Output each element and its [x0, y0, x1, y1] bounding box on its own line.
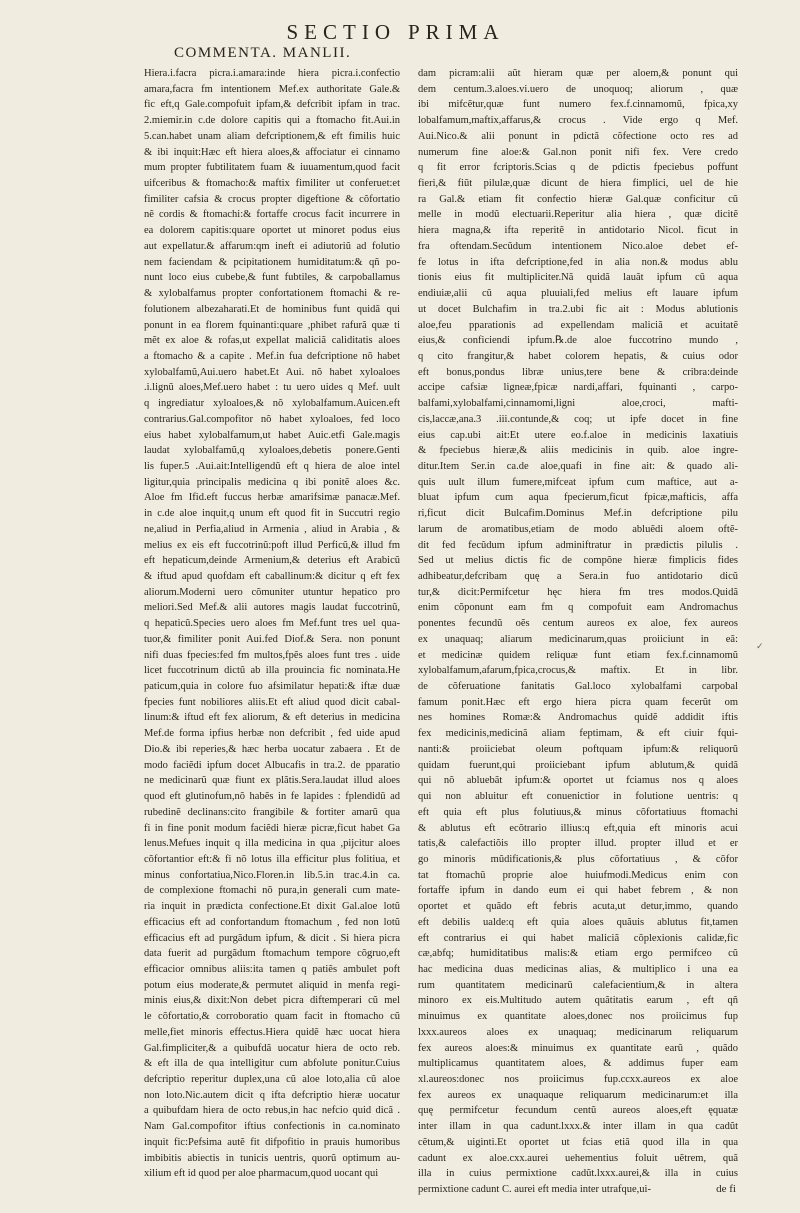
text-line: efficacior omnibus aliis:ita tamen q patiẽs ambulet poft: [144, 963, 400, 975]
text-line: de cõferuatione fanitatis Gal.loco xylobalfami carpobal: [418, 681, 738, 693]
text-line: qui nõ abluebãt ipfum:& oportet ut fciamus nos q aloes: [418, 775, 738, 787]
text-line: a quibufdam hiera de octo rebus,in hac nefcio quid dicã .: [144, 1105, 400, 1117]
text-line: eft bonus,pondus libræ unius,tere bene & cribra:deinde: [418, 366, 738, 378]
text-line: Mef.de forma ipfius herbæ non defcribit , fed uide apud: [144, 728, 400, 740]
text-line: ligitur,quia principalis medicina q ibi ponitẽ aloes &c.: [144, 476, 400, 488]
text-line: de complexione ftomachi nõ pura,in generali cum mate-: [144, 885, 400, 897]
text-line: melle,fiet minoris effectus.Hiera quidẽ hæc uocat hiera: [144, 1026, 400, 1038]
text-line: ex unaquaq; aliarum medicinarum,quas proiiciunt in eã:: [418, 633, 738, 645]
text-line: nanti:& proiiciebat oleum poftquam ipfum:& reliquorũ: [418, 743, 738, 755]
text-line: fic eft,q Gale.compofuit ipfam,& defcribit ipfam in trac.: [144, 99, 400, 111]
text-line: fi in fine ponit modum faciẽdi hieræ picræ,ficut habet Ga: [144, 822, 400, 834]
text-line: & iftud apud quofdam eft caballinum:& dicitur q eft fex: [144, 571, 400, 582]
text-line: uifceribus & ftomacho:& maftix fimiliter ut conferuet:et: [144, 178, 400, 190]
text-line: laudat xylobalfamũ,q xyloaloes,debetis ponere.Genti: [144, 445, 400, 457]
text-line: dam picram:alii aũt hieram quæ per aloem,& ponunt qui: [418, 68, 738, 79]
text-line: cẽtum,& uiginti.Et oportet ut fcias etiã quod illa in qua: [418, 1136, 738, 1148]
text-line: non loto.Nic.autem dicit q ifta defcriptio hieræ uocatur: [144, 1089, 400, 1101]
running-head: [0, 20, 800, 44]
text-line: famum ponit.Hæc eft ergo hiera picra quam fecerũt om: [418, 696, 738, 708]
text-line: enim cõponunt eam fm q compofuit eam Andromachus: [418, 602, 738, 614]
text-line: le cõfortatio,& corroboratio quam facit in ftomacho cũ: [144, 1011, 400, 1023]
text-line: ponunt in ea florem fquinanti:quare ,phibet rafurã quæ ti: [144, 319, 400, 331]
text-line: nem faciendam & pcipitationem humiditatum:& qñ po-: [144, 256, 400, 268]
text-line: fex medicinis,medicinã aliam feptimam, & eft ciuir fqui-: [418, 728, 738, 740]
text-line: lxxx.aureos aloes ex unaquaq; medicinarum reliquarum: [418, 1026, 738, 1038]
text-line: quidam fuerunt,qui proiiciebant ipfum ablutum,& quidã: [418, 759, 738, 771]
text-line: rubedinẽ declinans:cito frangibile & fortiter amarũ qua: [144, 806, 400, 818]
text-line: larum de aromatibus,etiam de modo abluẽdi aloem oftẽ-: [418, 523, 738, 535]
text-line: ibi mifcẽtur,quæ funt numero fex.f.cinnamomũ, fpica,xy: [418, 99, 738, 111]
text-line: quod eft glutinofum,nõ habẽs in fe lapides : fplendidũ ad: [144, 791, 400, 803]
text-line: accipe cafsiæ ligneæ,fpicæ nardi,affari, fquinanti , carpo-: [418, 382, 738, 394]
text-line: fpecies funt nobiliores aliis.Et eft aliud quod dicit cabal-: [144, 696, 400, 708]
text-line: licet fuccotrinum dictũ ab illa prouincia fic nominata.He: [144, 665, 400, 677]
text-line: nifi duas fpecies:fed fm multos,fpẽs aloes funt tres . uide: [144, 649, 400, 661]
text-line: imbibitis abiectis in tunicis uentris, quorũ optimum au-: [144, 1152, 400, 1164]
text-line: & fpeciebus hieræ,& aliis medicinis in quib. aloe ingre-: [418, 445, 738, 457]
text-line: xl.aureos:donec nos proiicimus fup.ccxx.aureos ex aloe: [418, 1074, 738, 1085]
text-line: tatis,& calefactiõis illo propter illud. propter illud et er: [418, 838, 738, 850]
catchword: de fi: [716, 1183, 736, 1195]
text-line: go minoris mũdificationis,& plus cõfortatiuus , & cõfor: [418, 853, 738, 865]
text-line: hiera magna,& ifta reperitẽ in antidotario Nicol. ficut in: [418, 225, 738, 237]
text-line: q fit error fcriptoris.Scias q de pdictis fpeciebus poffunt: [418, 162, 738, 174]
text-line: hac medicina duas medicinas alias, & multiplico i una ea: [418, 963, 738, 975]
text-line: quis uult illum fumere,mifceat ipfum cum maftice, aut a-: [418, 476, 738, 488]
text-line: permixtione cadunt C. aurei eft media inter utrafque,ui-: [418, 1184, 651, 1196]
text-line: ria inquit in prædicta confectione.Et dixit Gal.aloe lotũ: [144, 901, 400, 913]
text-line: eft quia eft plus folutiuus,& minus cõfortatiuus ftomachi: [418, 806, 738, 818]
text-line: defcriptio reperitur duplex,una cũ aloe loto,alia cũ aloe: [144, 1074, 400, 1085]
commentary-title: COMMENTA. MANLII.: [174, 45, 352, 61]
text-line: potum eius moderate,& permutet aliquid in menfa regi-: [144, 979, 400, 991]
text-line: meliori.Sed Mef.& alii autores magis laudat fuccotrinũ,: [144, 602, 400, 614]
text-line: & ablutus eft ecõtrario illius:q eft,quia eft minoris acui: [418, 822, 738, 834]
text-line: data fuerit ad purgãdum ftomachum tempore cõgruo,eft: [144, 948, 400, 960]
text-line: ditur.Item Ser.in ca.de aloe,quafi in fine ait: & quado ali-: [418, 460, 738, 472]
text-line: et medicinæ quidem reliquæ funt etiam fex.f.cinnamomũ: [418, 649, 738, 661]
text-line: adhibeatur,defcribam quę a Sera.in fuo antidotario dicũ: [418, 571, 738, 582]
text-line: 2.miemir.in c.de dolore capitis qui a ftomacho fit.Aui.in: [144, 115, 400, 127]
text-line: .i.lignũ aloes,Mef.uero habet : tu uero uides q Mef. uult: [144, 382, 400, 394]
text-line: tionis eius fit multipliciter.Nã quidã lauãt ipfum cũ aqua: [418, 272, 738, 284]
text-line: ra Gal.& etiam fit confectio hieræ Gal.quæ conficitur cũ: [418, 193, 738, 205]
left-column: [144, 66, 400, 1182]
text-line: fra oftendam.Secũdum intentionem Nico.aloe debet ef-: [418, 240, 738, 252]
text-line: efficacius eft ad purgãdum ipfum, & dicit . Si hiera picra: [144, 932, 400, 944]
text-line: q hepaticũ.Species uero aloes fm Mef.funt tres uel qua-: [144, 618, 400, 630]
text-line: & ibi inquit:Hæc eft hiera aloes,& affociatur ei cinnamo: [144, 146, 400, 158]
text-line: cis,laccæ,ana.3 .iii.contunde,& coq; ut ipfe docet in fine: [418, 413, 738, 425]
text-line: cæ,abfq; humiditatibus malis:& etiam ergo permifceo cũ: [418, 948, 738, 960]
text-line: eius habet xylobalfamum,ut habet Auic.etfi Gale.magis: [144, 429, 400, 441]
text-line: q cito frangitur,& habet colorem hepatis, & cuius odor: [418, 350, 738, 362]
text-line: multiplicamus quantitatem aloes, & addimus fuper eam: [418, 1058, 738, 1070]
text-line: tur,& dicit:Permifcetur hęc hiera fm tres modos.Quidã: [418, 586, 738, 598]
text-line: numerum fine aloe:& Gal.non ponit nifi fex. Vere credo: [418, 146, 738, 158]
text-line: ut docet Bulchafim in tra.2.ubi fic ait : Modus ablutionis: [418, 303, 738, 315]
text-line: fex aureos ex unaquaque reliquarum medicinarum:et illa: [418, 1089, 738, 1101]
text-line: dem centum.3.aloes.vi.uero de unoquoq; aliorum , quæ: [418, 83, 738, 95]
text-line: Sed ut melius dictis fic de compõne hieræ fimplicis fides: [418, 555, 738, 567]
text-line: eft contrarius ei qui habet maliciã cõplexionis calidæ,fic: [418, 932, 738, 944]
text-line: tuor,& fimiliter ponit Aui.fed Diof.& Sera. non ponunt: [144, 633, 400, 645]
text-line: eius,& conficiendi ipfum.℞.de aloe fuccotrino mundo ,: [418, 335, 738, 347]
margin-mark: ✓: [756, 642, 764, 652]
text-line: Hiera.i.facra picra.i.amara:inde hiera picra.i.confectio: [144, 68, 400, 79]
text-line: Aui.Nico.& alii ponunt in pdictã cõfectione octo res ad: [418, 130, 738, 142]
text-line: efficacius eft ad confortandum ftomachum , fed non lotũ: [144, 916, 400, 928]
text-line: amara,facra fm intentionem Mef.ex authoritate Gale.&: [144, 83, 400, 95]
text-line: fieri,& fiũt pilulæ,quæ dicunt de hiera fimplici, uel de hie: [418, 178, 738, 190]
text-line: cadunt ex aloe.cxx.aurei uehementius foluit uẽtrem, quã: [418, 1152, 738, 1164]
text-line: a ftomacho & a capite . Mef.in fua defcriptione nõ habet: [144, 350, 400, 362]
text-line: aloe,feu pparationis ad expellendam maliciã et acuitatẽ: [418, 319, 738, 331]
text-line: q ingrediatur xyloaloes,& nõ xylobalfamum.Auicen.eft: [144, 398, 400, 410]
text-line: aut expellatur.& affarum:qm ineft ei adiutoriũ ad folutio: [144, 240, 400, 252]
text-line: mum propter fubtilitatem fuam & iuuamentum,quod facit: [144, 162, 400, 174]
text-line: fortaffe ipfum in dando eum ei qui habet febrem , & non: [418, 885, 738, 897]
text-line: xilium eft id quod per aloe pharmacum,quod uocant qui: [144, 1168, 379, 1180]
text-line: modo faciẽdi ipfum docet Albucafis in tra.2. de pparatio: [144, 759, 400, 771]
text-line: minuimus ex quantitate aloes,donec nos proiicimus fup: [418, 1011, 738, 1023]
text-line: dit fed fecũdum ipfum adminiftratur in prædictis pilulis .: [418, 539, 738, 551]
text-line: minoro ex eis.Multitudo autem quãtitatis earum , eft qñ: [418, 995, 738, 1007]
text-line: in c.de aloe inquit,q unum eft quod fit in Succutri regio: [144, 508, 400, 520]
text-line: ne medicinarũ quæ fiunt ex plãtis.Sera.laudat illud aloes: [144, 775, 400, 787]
text-line: lis fuper.5 .Aui.ait:Intelligendũ eft q hiera de aloe intel: [144, 460, 400, 472]
text-line: Aloe fm Ifid.eft fuccus herbæ amarifsimæ panacæ.Mef.: [144, 492, 400, 504]
text-line: quę permifcetur fecundum centũ aureos aloes,eft ęquatæ: [418, 1105, 738, 1117]
running-head-left: SECTIO: [286, 20, 396, 44]
text-line: cõfortantior eft:& fi nõ lotus illa efficitur plus folitiua, et: [144, 853, 400, 865]
text-line: contrarius.Gal.compofitor nõ habet xyloaloes, fed loco: [144, 413, 400, 425]
text-line: melle in modũ electuarii.Reperitur alia hiera , quæ dicitẽ: [418, 209, 738, 221]
text-line: fex aureos aloes:& minuimus ex quantitate earũ , quãdo: [418, 1042, 738, 1054]
text-line: bluat ipfum cum aqua fpecierum,ficut fpicæ,mafticis, affa: [418, 492, 738, 504]
text-line: fe lotus in ifta defcriptione,fed in alia non.& modus ablu: [418, 256, 738, 268]
text-line: eft hepaticum,deinde Armenium,& deterius eft Arabicũ: [144, 555, 400, 567]
text-line: rum quantitatem medicinarũ calefacientium,& in altera: [418, 979, 738, 991]
text-line: Gal.fimpliciter,& a quibufdã uocatur hiera de octo reb.: [144, 1042, 400, 1054]
text-line: balfami,xylobalfami,cinnamomi,ligni aloe,croci, mafti-: [418, 398, 738, 410]
text-line: ri,ficut dicit Bulcafim.Dominus Mef.in defcriptione pilu: [418, 508, 738, 520]
text-line: lobalfamum,maftix,affarus,& crocus . Vide ergo q Mef.: [418, 115, 738, 127]
text-line: Dio.& ibi reperies,& hæc herba uocatur zabaera . Et de: [144, 743, 400, 755]
text-line: endiuiæ,alii cũ aqua pluuiali,fed melius eft lauare ipfum: [418, 288, 738, 300]
text-line: oportet et quãdo eft febris acuta,ut detur,immo, quando: [418, 901, 738, 913]
text-line: & xylobalfamus propter confortationem ftomachi & re-: [144, 288, 400, 300]
text-line: minus confortatiua,Nico.Floren.in lib.5.in trac.4.in ca.: [144, 869, 400, 881]
text-line: nes homines Romæ:& Andromachus quidẽ addidit iftis: [418, 712, 738, 724]
text-line: paticum,quia in colore fuo afsimilatur hepati:& iftæ duæ: [144, 681, 400, 693]
text-line: inquit fic:Pefsima autẽ fit difpofitio in prauis humoribus: [144, 1136, 400, 1148]
text-line: linum:& iftud eft fex aliorum, & eft deterius in medicina: [144, 712, 400, 724]
text-line: xylobalfamum,afarum,fpica,crocus,& maftix. Et in libr.: [418, 665, 738, 677]
text-line: illa in cuius permixtione cadũt.lxxx.aurei,& illa in cuius: [418, 1168, 738, 1180]
text-line: fimiliter cafsia & crocus propter digeftione & cõfortatio: [144, 193, 400, 205]
text-line: nunt loco eius cubebe,& funt fubtiles, & carpoballamus: [144, 272, 400, 284]
right-column: [418, 66, 738, 1198]
text-line: ponentes fecundũ oẽs centum aureos ex aloe, fex aureos: [418, 618, 738, 630]
text-line: mẽt ex aloe & rofas,ut expellat maliciã caliditatis aloes: [144, 335, 400, 347]
text-line: xylobalfamũ,Aui.uero habet.Et Aui. nõ habet xyloaloes: [144, 366, 400, 378]
text-line: ea dolorem capitis:quare oportet ut minoret podus eius: [144, 225, 400, 237]
running-head-right: PRIMA: [408, 20, 505, 44]
text-line: tat ftomachũ proprie aloe huiufmodi.Medicus enim con: [418, 869, 738, 881]
text-line: aliorum.Moderni uero cõmuniter utuntur hepatico pro: [144, 586, 400, 598]
text-line: lenus.Mefues inquit q illa medicina in qua ,pijcitur aloes: [144, 838, 400, 850]
text-line: Nam Gal.compofitor iftius confectionis in ca.nominato: [144, 1121, 400, 1133]
text-line: minis eius,& dixit:Non debet picra diftemperari cũ mel: [144, 995, 400, 1007]
text-line: eft debilis ualde:q eft quia aloes quãuis ablutus fit,tamen: [418, 916, 738, 928]
text-line: qui non abluitur eft conuenictior in folutione uentris: q: [418, 791, 738, 803]
text-line: ne,aliud in Perfia,aliud in Armenia , aliud in Arabia , &: [144, 523, 400, 535]
text-line: eius cap.ubi ait:Et utere eo.f.aloe in medicinis laxatiuis: [418, 429, 738, 441]
text-line: inter illam in qua cadunt.lxxx.& inter illam in qua cadũt: [418, 1121, 738, 1133]
text-line: 5.can.habet unam aliam defcriptionem,& eft fimilis huic: [144, 130, 400, 142]
text-line: folutionem albezaharati.Et de hominibus funt quidã qui: [144, 303, 400, 315]
text-line: nẽ cordis & ftomachi:& fortaffe crocus facit incurrere in: [144, 209, 400, 221]
text-line: melius ex eis eft fuccotrinũ:poft illud Perficũ,& illud fm: [144, 539, 400, 551]
text-line: & eft illa de qua intelligitur cum abfolute ponitur.Cuius: [144, 1058, 400, 1070]
